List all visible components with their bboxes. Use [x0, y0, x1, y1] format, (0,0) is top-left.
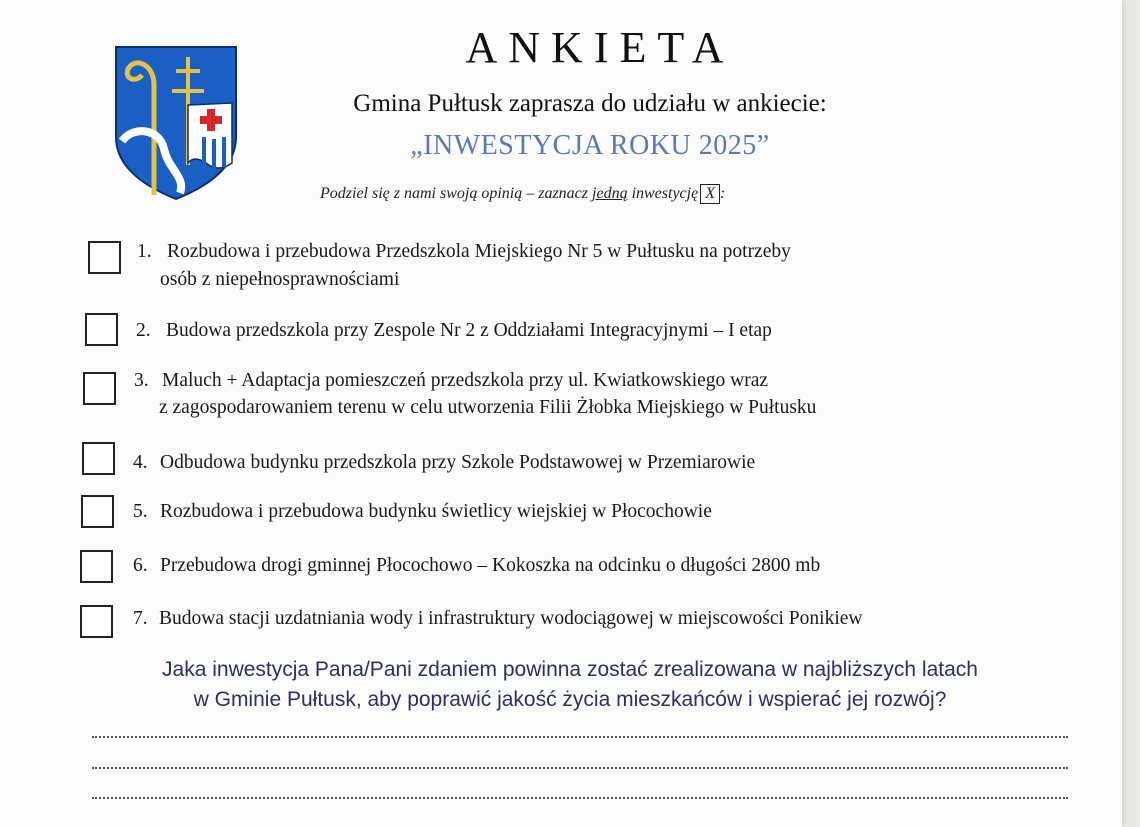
- coat-of-arms-icon: [114, 45, 238, 201]
- option-3-number: 3.: [134, 370, 149, 391]
- option-5-number: 5.: [133, 501, 148, 522]
- option-7-line-1: Budowa stacji uzdatniania wody i infrastruktury wodociągowej w miejscowości Ponikiew: [159, 608, 863, 629]
- option-3-checkbox[interactable]: [83, 372, 116, 405]
- option-7-checkbox[interactable]: [80, 605, 113, 638]
- option-3-line-1: Maluch + Adaptacja pomieszczeń przedszkola przy ul. Kwiatkowskiego wraz: [162, 370, 769, 391]
- option-6-checkbox[interactable]: [80, 550, 113, 583]
- invitation-subtitle: Gmina Pułtusk zaprasza do udziału w ankiecie:: [353, 90, 827, 117]
- option-5-line-1: Rozbudowa i przebudowa budynku świetlicy wiejskiej w Płocochowie: [160, 501, 712, 522]
- option-6-number: 6.: [133, 555, 148, 576]
- option-6-line-1: Przebudowa drogi gminnej Płocochowo – Kokoszka na odcinku o długości 2800 mb: [160, 555, 821, 576]
- option-1-checkbox[interactable]: [88, 241, 121, 274]
- option-2-checkbox[interactable]: [85, 313, 118, 346]
- instruction-pre: Podziel się z nami swoją opinią – zaznacz: [320, 185, 593, 202]
- option-5-checkbox[interactable]: [81, 495, 114, 528]
- option-2-number: 2.: [136, 320, 151, 341]
- instruction-end: :: [719, 185, 726, 202]
- option-1-line-1: Rozbudowa i przebudowa Przedszkola Miejskiego Nr 5 w Pułtusku na potrzeby: [167, 241, 791, 262]
- instruction-text: [320, 184, 840, 204]
- instruction-underlined: jedną: [592, 185, 628, 202]
- instruction-post: inwestycję: [627, 185, 699, 202]
- mark-example-box: X: [700, 184, 720, 204]
- open-question: [100, 655, 1040, 715]
- answer-line-3[interactable]: [92, 797, 1068, 799]
- option-1-line-2: osób z niepełnosprawnościami: [160, 269, 400, 290]
- option-2-line-1: Budowa przedszkola przy Zespole Nr 2 z Oddziałami Integracyjnymi – I etap: [166, 320, 772, 341]
- option-1-number: 1.: [137, 241, 152, 262]
- answer-line-1[interactable]: [92, 736, 1068, 738]
- option-7-number: 7.: [133, 608, 148, 629]
- page-title: ANKIETA: [465, 23, 735, 72]
- option-3-line-2: z zagospodarowaniem terenu w celu utworzenia Filii Żłobka Miejskiego w Pułtusku: [159, 397, 817, 418]
- open-question-line-1: Jaka inwestycja Pana/Pani zdaniem powinna zostać zrealizowana w najbliższych latach: [162, 658, 978, 681]
- option-4-line-1: Odbudowa budynku przedszkola przy Szkole Podstawowej w Przemiarowie: [160, 452, 756, 473]
- answer-line-2[interactable]: [92, 767, 1068, 769]
- open-question-line-2: w Gminie Pułtusk, aby poprawić jakość życia mieszkańców i wspierać jej rozwój?: [193, 688, 947, 711]
- event-name: „INWESTYCJA ROKU 2025”: [410, 130, 770, 161]
- option-4-checkbox[interactable]: [82, 442, 115, 475]
- option-4-number: 4.: [133, 452, 148, 473]
